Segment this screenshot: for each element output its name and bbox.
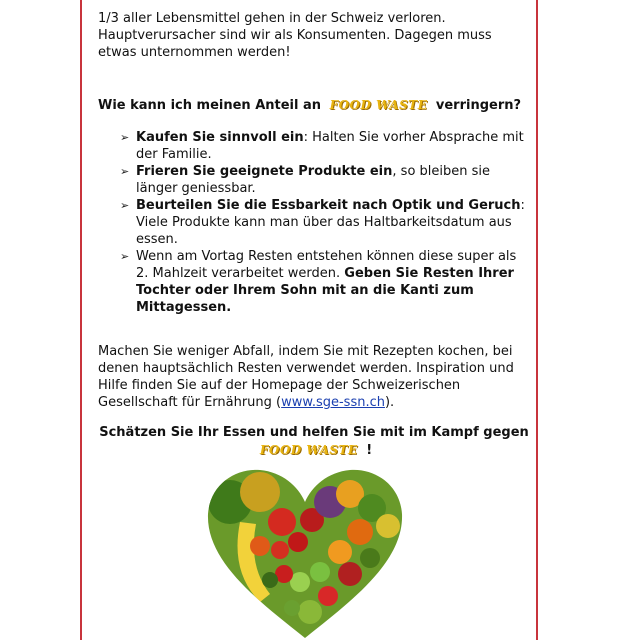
food-waste-highlight: FOOD WASTE xyxy=(259,443,358,457)
arrow-bullet-icon: ➢ xyxy=(120,165,130,178)
food-waste-highlight: FOOD WASTE xyxy=(329,98,428,112)
tips-list xyxy=(98,129,530,316)
sge-link[interactable]: www.sge-ssn.ch xyxy=(281,395,385,410)
bullet-rest: , so bleiben sie länger geniessbar. xyxy=(136,164,491,196)
bullet-bold: Kaufen Sie sinnvoll ein xyxy=(136,130,304,145)
question-text-after: verringern? xyxy=(435,98,522,113)
list-item xyxy=(98,163,530,197)
intro-paragraph: 1/3 aller Lebensmittel gehen in der Schweiz verloren. Hauptverursacher sind wir als Konsumenten. Dagegen muss etwas unternommen werden! xyxy=(98,11,492,60)
closing-highlight-line xyxy=(98,442,530,459)
list-item xyxy=(98,129,530,163)
bullet-bold-end: Geben Sie Resten Ihrer Tochter oder Ihrem Sohn mit an die Kanti zum Mittagessen. xyxy=(136,266,514,315)
closing-exclamation: ! xyxy=(366,443,373,458)
list-item xyxy=(98,248,530,316)
closing-line: Schätzen Sie Ihr Essen und helfen Sie mit im Kampf gegen xyxy=(99,425,529,440)
bullet-bold: Beurteilen Sie die Essbarkeit nach Optik und Geruch xyxy=(136,198,521,213)
paragraph-end: ). xyxy=(384,395,395,410)
arrow-bullet-icon: ➢ xyxy=(120,250,130,263)
list-item xyxy=(98,197,530,248)
paragraph-text: Machen Sie weniger Abfall, indem Sie mit Rezepten kochen, bei denen hauptsächlich Resten verwendet werden. Inspiration und Hilfe finden Sie auf der Homepage der Schweizerischen Gesellschaft für Ernährung ( xyxy=(98,344,514,410)
question-heading xyxy=(98,97,530,114)
recipe-paragraph xyxy=(98,343,530,411)
fruit-vegetable-heart-image xyxy=(200,462,410,640)
arrow-bullet-icon: ➢ xyxy=(120,131,130,144)
question-text-before: Wie kann ich meinen Anteil an xyxy=(98,98,322,113)
bullet-bold: Frieren Sie geeignete Produkte ein xyxy=(136,164,393,179)
bullet-rest: : Viele Produkte kann man über das Haltbarkeitsdatum aus essen. xyxy=(136,198,525,247)
bullet-plain: Wenn am Vortag Resten entstehen können diese super als 2. Mahlzeit verarbeitet werden. xyxy=(136,249,517,281)
arrow-bullet-icon: ➢ xyxy=(120,199,130,212)
bullet-rest: : Halten Sie vorher Absprache mit der Familie. xyxy=(136,130,524,162)
